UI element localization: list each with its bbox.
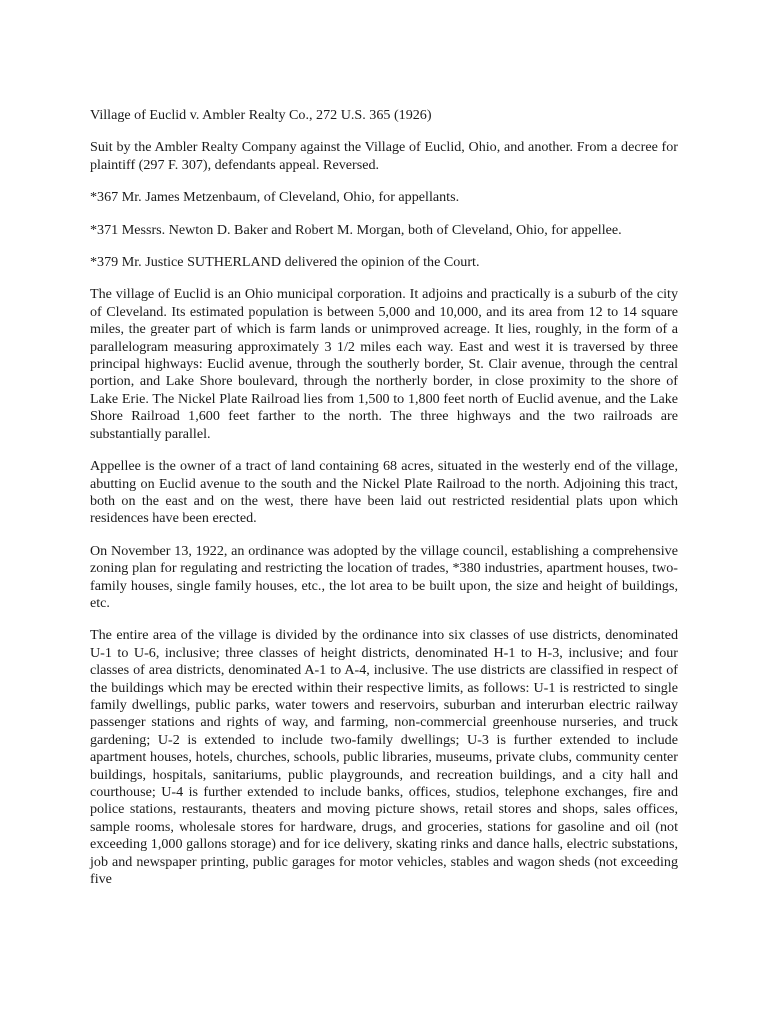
village-description-paragraph: The village of Euclid is an Ohio municipal corporation. It adjoins and practically is a suburb of the city of Cleveland. Its estimated population is between 5,000 and 10,000, and its area from 12 to 14 square miles, the greater part of which is farm lands or unimproved acreage. It lies, roughly, in the form of a parallelogram measuring approximately 3 1/2 miles each way. East and west it is traversed by three principal highways: Euclid avenue, through the southerly border, St. Clair avenue, through the central portion, and Lake Shore boulevard, through the northerly border, in close proximity to the shore of Lake Erie. The Nickel Plate Railroad lies from 1,500 to 1,800 feet north of Euclid avenue, and the Lake Shore Railroad 1,600 feet farther to the north. The three highways and the two railroads are substantially parallel.: [90, 286, 678, 442]
counsel-appellee-paragraph: *371 Messrs. Newton D. Baker and Robert M. Morgan, both of Cleveland, Ohio, for appellee.: [90, 221, 622, 238]
counsel-appellants-paragraph: *367 Mr. James Metzenbaum, of Cleveland, Ohio, for appellants.: [90, 189, 460, 206]
case-summary-paragraph: Suit by the Ambler Realty Company against the Village of Euclid, Ohio, and another. From a decree for plaintiff (297 F. 307), defendants appeal. Reversed.: [90, 139, 678, 173]
opinion-author-paragraph: *379 Mr. Justice SUTHERLAND delivered the opinion of the Court.: [90, 254, 480, 271]
case-title: Village of Euclid v. Ambler Realty Co., 272 U.S. 365 (1926): [90, 107, 432, 123]
use-districts-paragraph: The entire area of the village is divided by the ordinance into six classes of use districts, denominated U-1 to U-6, inclusive; three classes of height districts, denominated H-1 to H-3, inclusive; and four classes of area districts, denominated A-1 to A-4, inclusive. The use districts are classified in respect of the buildings which may be erected within their respective limits, as follows: U-1 is restricted to single family dwellings, public parks, water towers and reservoirs, suburban and interurban electric railway passenger stations and rights of way, and farming, non-commercial greenhouse nurseries, and truck gardening; U-2 is extended to include two-family dwellings; U-3 is further extended to include apartment houses, hotels, churches, schools, public libraries, museums, private clubs, community center buildings, hospitals, sanitariums, public playgrounds, and recreation buildings, and a city hall and courthouse; U-4 is further extended to include banks, offices, studios, telephone exchanges, fire and police stations, restaurants, theaters and moving picture shows, retail stores and shops, sales offices, sample rooms, wholesale stores for hardware, drugs, and groceries, stations for gasoline and oil (not exceeding 1,000 gallons storage) and for ice delivery, skating rinks and dance halls, electric substations, job and newspaper printing, public garages for motor vehicles, stables and wagon sheds (not exceeding five: [90, 627, 678, 888]
ordinance-adoption-paragraph: On November 13, 1922, an ordinance was adopted by the village council, establishing a comprehensive zoning plan for regulating and restricting the location of trades, *380 industries, apartment houses, two-family houses, single family houses, etc., the lot area to be built upon, the size and height of buildings, etc.: [90, 542, 678, 611]
document-page: [90, 107, 678, 903]
appellee-land-paragraph: Appellee is the owner of a tract of land containing 68 acres, situated in the westerly end of the village, abutting on Euclid avenue to the south and the Nickel Plate Railroad to the north. Adjoining this tract, both on the east and on the west, there have been laid out restricted residential plats upon which residences have been erected.: [90, 458, 678, 527]
